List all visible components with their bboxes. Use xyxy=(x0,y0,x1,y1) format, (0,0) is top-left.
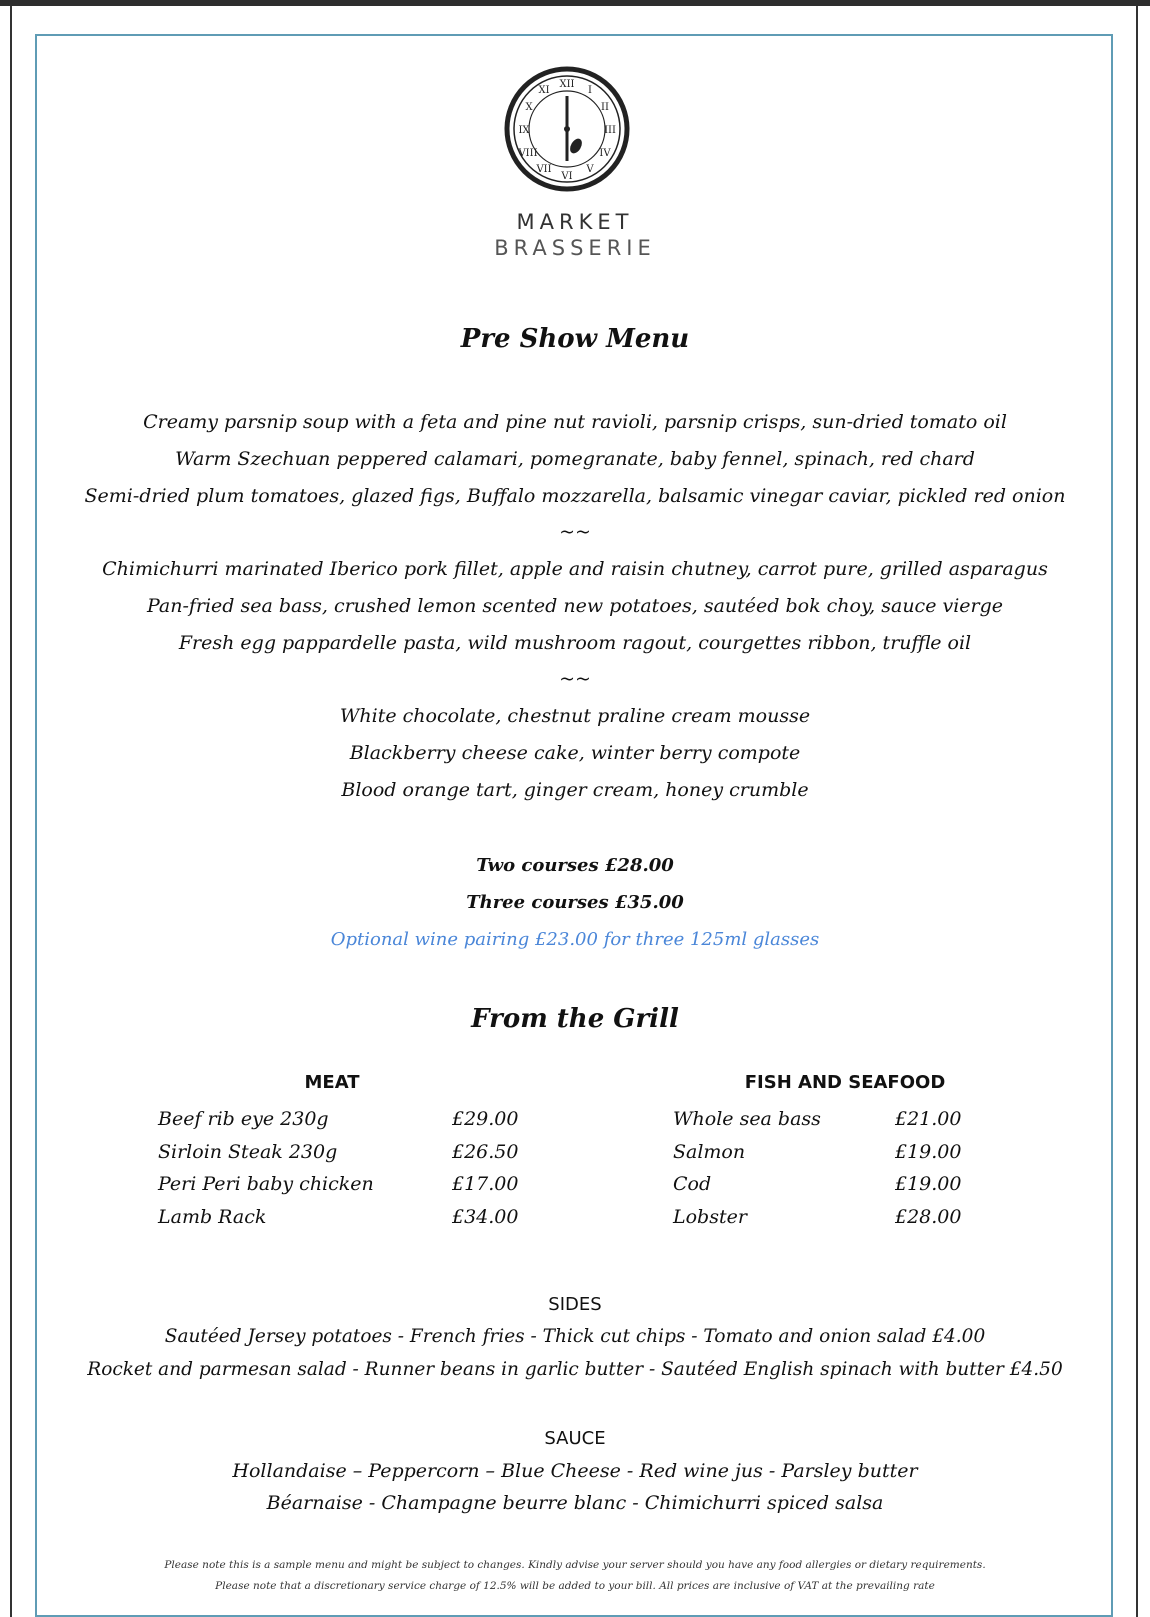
course-separator: ~~ xyxy=(559,521,591,543)
clock-logo xyxy=(504,66,630,196)
svg-text:X: X xyxy=(525,102,533,113)
fish-heading: FISH AND SEAFOOD xyxy=(744,1072,946,1093)
svg-text:VIII: VIII xyxy=(518,148,538,159)
fish-item-price: £19.00 xyxy=(895,1173,962,1195)
starter-item: Semi-dried plum tomatoes, glazed figs, Buffalo mozzarella, balsamic vinegar caviar, pickled red onion xyxy=(84,485,1066,507)
fish-item-name: Salmon xyxy=(673,1141,746,1163)
meat-item-price: £17.00 xyxy=(452,1173,519,1195)
fish-item-price: £19.00 xyxy=(895,1141,962,1163)
meat-item-price: £29.00 xyxy=(452,1108,519,1130)
grill-title: From the Grill xyxy=(471,1004,679,1034)
fish-item-price: £21.00 xyxy=(895,1108,962,1130)
sauce-line: Béarnaise - Champagne beurre blanc - Chimichurri spiced salsa xyxy=(266,1492,884,1514)
meat-item-name: Sirloin Steak 230g xyxy=(158,1141,338,1163)
svg-text:IV: IV xyxy=(599,148,611,159)
main-item: Pan-fried sea bass, crushed lemon scented new potatoes, sautéed bok choy, sauce vierge xyxy=(146,595,1004,617)
starter-item: Creamy parsnip soup with a feta and pine nut ravioli, parsnip crisps, sun-dried tomato oil xyxy=(143,411,1007,433)
sides-line: Sautéed Jersey potatoes - French fries - Thick cut chips - Tomato and onion salad £4.00 xyxy=(164,1326,986,1347)
dessert-item: Blood orange tart, ginger cream, honey crumble xyxy=(341,779,809,801)
two-courses-price: Two courses £28.00 xyxy=(476,855,674,876)
meat-item-name: Lamb Rack xyxy=(158,1206,267,1228)
meat-item-price: £26.50 xyxy=(452,1141,519,1163)
fish-item-price: £28.00 xyxy=(895,1206,962,1228)
brand-market: MARKET xyxy=(516,210,634,234)
fish-item-name: Whole sea bass xyxy=(673,1108,821,1130)
meat-heading: MEAT xyxy=(304,1072,360,1093)
footer-note: Please note this is a sample menu and might be subject to changes. Kindly advise your server should you have any food allergies or dietary requirements. xyxy=(164,1559,986,1571)
brand-brasserie: BRASSERIE xyxy=(494,236,656,260)
wine-pairing: Optional wine pairing £23.00 for three 125ml glasses xyxy=(330,929,820,950)
svg-text:XI: XI xyxy=(538,85,550,96)
pre-show-title: Pre Show Menu xyxy=(460,324,690,354)
svg-text:I: I xyxy=(588,85,592,96)
svg-text:V: V xyxy=(586,164,594,175)
sides-heading: SIDES xyxy=(548,1294,602,1315)
svg-text:III: III xyxy=(604,125,616,136)
three-courses-price: Three courses £35.00 xyxy=(466,892,684,913)
meat-item-name: Peri Peri baby chicken xyxy=(158,1173,374,1195)
sides-line: Rocket and parmesan salad - Runner beans in garlic butter - Sautéed English spinach with butter £4.50 xyxy=(87,1359,1063,1380)
svg-text:VI: VI xyxy=(561,171,573,182)
main-item: Chimichurri marinated Iberico pork fillet, apple and raisin chutney, carrot pure, grilled asparagus xyxy=(102,558,1048,580)
starter-item: Warm Szechuan peppered calamari, pomegranate, baby fennel, spinach, red chard xyxy=(175,448,975,470)
course-separator: ~~ xyxy=(559,668,591,690)
sauce-heading: SAUCE xyxy=(544,1428,606,1449)
fish-item-name: Lobster xyxy=(673,1206,747,1228)
meat-item-name: Beef rib eye 230g xyxy=(158,1108,329,1130)
main-item: Fresh egg pappardelle pasta, wild mushroom ragout, courgettes ribbon, truffle oil xyxy=(178,632,972,654)
footer-note: Please note that a discretionary service charge of 12.5% will be added to your bill. All prices are inclusive of VAT at the prevailing rate xyxy=(215,1580,935,1592)
svg-text:IX: IX xyxy=(518,125,530,136)
svg-text:XII: XII xyxy=(559,79,575,90)
fish-item-name: Cod xyxy=(673,1173,712,1195)
dessert-item: White chocolate, chestnut praline cream mousse xyxy=(339,705,811,727)
meat-item-price: £34.00 xyxy=(452,1206,519,1228)
sauce-line: Hollandaise – Peppercorn – Blue Cheese - Red wine jus - Parsley butter xyxy=(232,1460,918,1482)
dessert-item: Blackberry cheese cake, winter berry compote xyxy=(349,742,801,764)
svg-text:VII: VII xyxy=(536,164,552,175)
svg-text:II: II xyxy=(601,102,609,113)
